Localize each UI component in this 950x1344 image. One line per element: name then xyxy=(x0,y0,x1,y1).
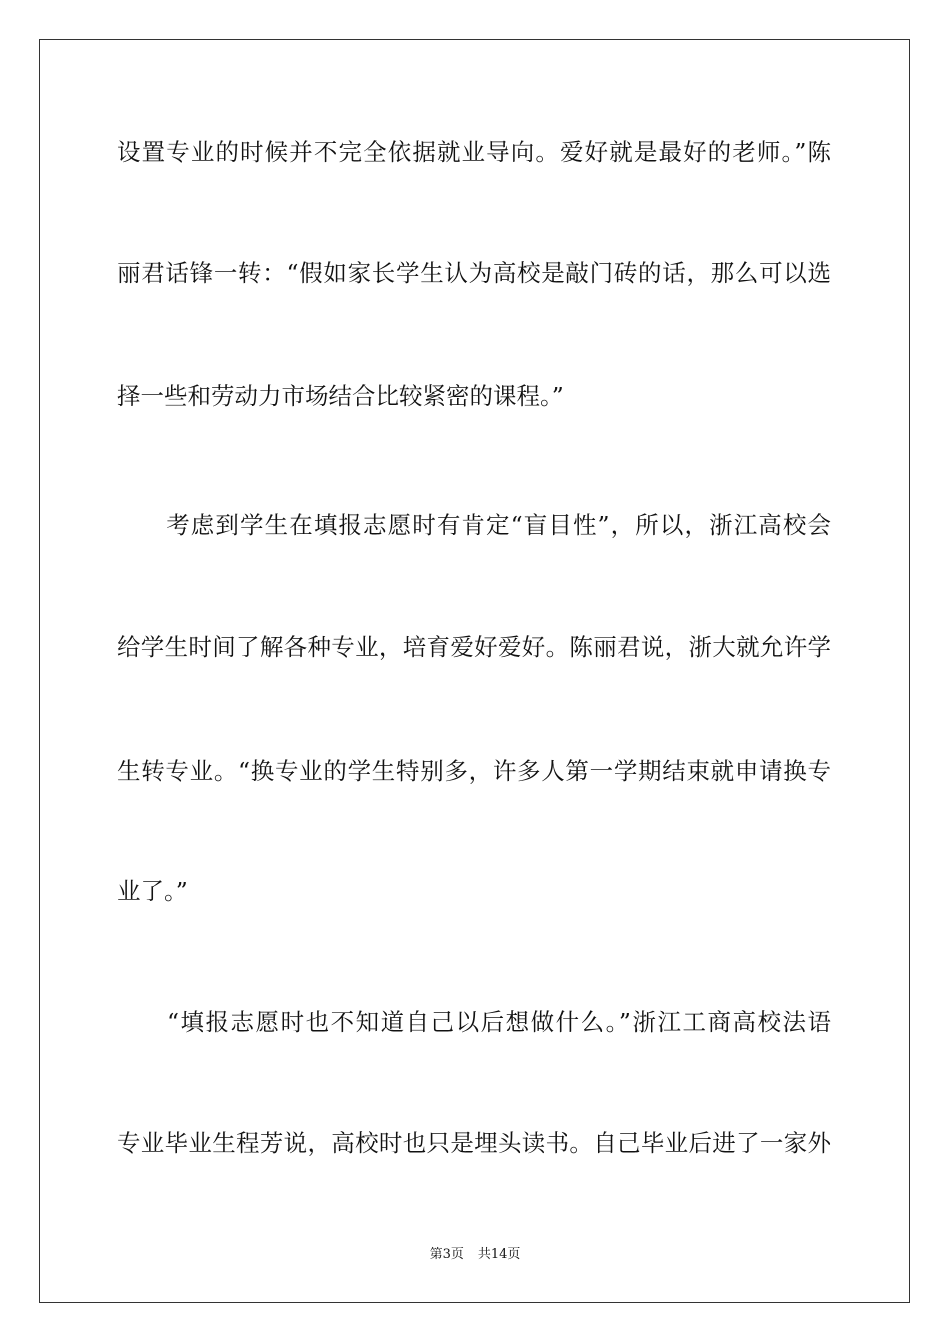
text-line: “填报志愿时也不知道自己以后想做什么。”浙江工商高校法语 xyxy=(117,1008,831,1036)
text-line: 生转专业。“换专业的学生特别多，许多人第一学期结束就申请换专 xyxy=(117,757,831,785)
page-number: 第3页 xyxy=(429,1247,464,1262)
text-line: 择一些和劳动力市场结合比较紧密的课程。” xyxy=(117,382,564,410)
page-total: 共14页 xyxy=(477,1247,521,1262)
text-line: 给学生时间了解各种专业，培育爱好爱好。陈丽君说，浙大就允许学 xyxy=(117,633,831,661)
text-line: 业了。” xyxy=(117,877,188,905)
text-line: 考虑到学生在填报志愿时有肯定“盲目性”，所以，浙江高校会 xyxy=(117,511,831,539)
text-line: 专业毕业生程芳说，高校时也只是埋头读书。自己毕业后进了一家外 xyxy=(117,1129,831,1157)
text-line: 丽君话锋一转：“假如家长学生认为高校是敲门砖的话，那么可以选 xyxy=(117,259,831,287)
text-line: 设置专业的时候并不完全依据就业导向。爱好就是最好的老师。”陈 xyxy=(117,138,831,166)
page-border xyxy=(39,39,910,1303)
page-footer xyxy=(0,1246,950,1264)
